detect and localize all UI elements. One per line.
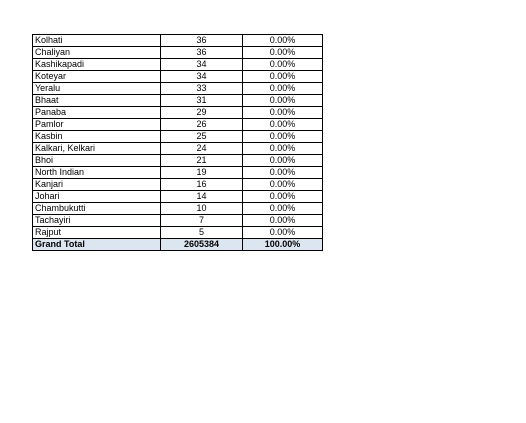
community-name-cell: Chaliyan [33,47,161,59]
community-name-cell: Koteyar [33,71,161,83]
percent-cell: 0.00% [243,107,323,119]
table-row [33,227,323,239]
community-name-cell: Pamlor [33,119,161,131]
count-cell: 34 [161,59,243,71]
percent-cell: 0.00% [243,47,323,59]
count-cell: 16 [161,179,243,191]
community-name-cell: Bhaat [33,95,161,107]
table-row [33,203,323,215]
table-row [33,107,323,119]
count-cell: 36 [161,47,243,59]
table-row [33,83,323,95]
community-name-cell: Kanjari [33,179,161,191]
percent-cell: 0.00% [243,131,323,143]
percent-cell: 0.00% [243,227,323,239]
community-name-cell: Bhoi [33,155,161,167]
community-name-cell: Johari [33,191,161,203]
count-cell: 26 [161,119,243,131]
table-row [33,215,323,227]
community-name-cell: Panaba [33,107,161,119]
community-name-cell: Rajput [33,227,161,239]
table-row [33,71,323,83]
percent-cell: 0.00% [243,191,323,203]
community-name-cell: Tachayiri [33,215,161,227]
percent-cell: 0.00% [243,215,323,227]
community-name-cell: Kolhati [33,35,161,47]
count-cell: 34 [161,71,243,83]
table-row [33,167,323,179]
table-row [33,155,323,167]
table-row [33,131,323,143]
table-row [33,95,323,107]
table-row [33,179,323,191]
count-cell: 21 [161,155,243,167]
count-cell: 31 [161,95,243,107]
table-row [33,59,323,71]
count-cell: 24 [161,143,243,155]
count-cell: 25 [161,131,243,143]
percent-cell: 0.00% [243,119,323,131]
community-name-cell: Yeralu [33,83,161,95]
count-cell: 10 [161,203,243,215]
count-cell: 5 [161,227,243,239]
community-name-cell: Kalkari, Kelkari [33,143,161,155]
grand-total-row [33,239,323,251]
data-table [32,34,323,251]
percent-cell: 0.00% [243,71,323,83]
percent-cell: 0.00% [243,59,323,71]
table-row [33,143,323,155]
grand-total-count: 2605384 [161,239,243,251]
community-name-cell: Kashikapadi [33,59,161,71]
percent-cell: 0.00% [243,155,323,167]
percent-cell: 0.00% [243,143,323,155]
community-name-cell: Kasbin [33,131,161,143]
community-name-cell: Chambukutti [33,203,161,215]
percent-cell: 0.00% [243,83,323,95]
table-row [33,119,323,131]
count-cell: 7 [161,215,243,227]
table-row [33,35,323,47]
grand-total-label: Grand Total [33,239,161,251]
grand-total-percent: 100.00% [243,239,323,251]
count-cell: 19 [161,167,243,179]
count-cell: 36 [161,35,243,47]
percent-cell: 0.00% [243,179,323,191]
count-cell: 33 [161,83,243,95]
count-cell: 29 [161,107,243,119]
percent-cell: 0.00% [243,167,323,179]
percent-cell: 0.00% [243,203,323,215]
table-row [33,47,323,59]
table-row [33,191,323,203]
percent-cell: 0.00% [243,35,323,47]
percent-cell: 0.00% [243,95,323,107]
community-name-cell: North Indian [33,167,161,179]
table-body [33,35,323,251]
count-cell: 14 [161,191,243,203]
